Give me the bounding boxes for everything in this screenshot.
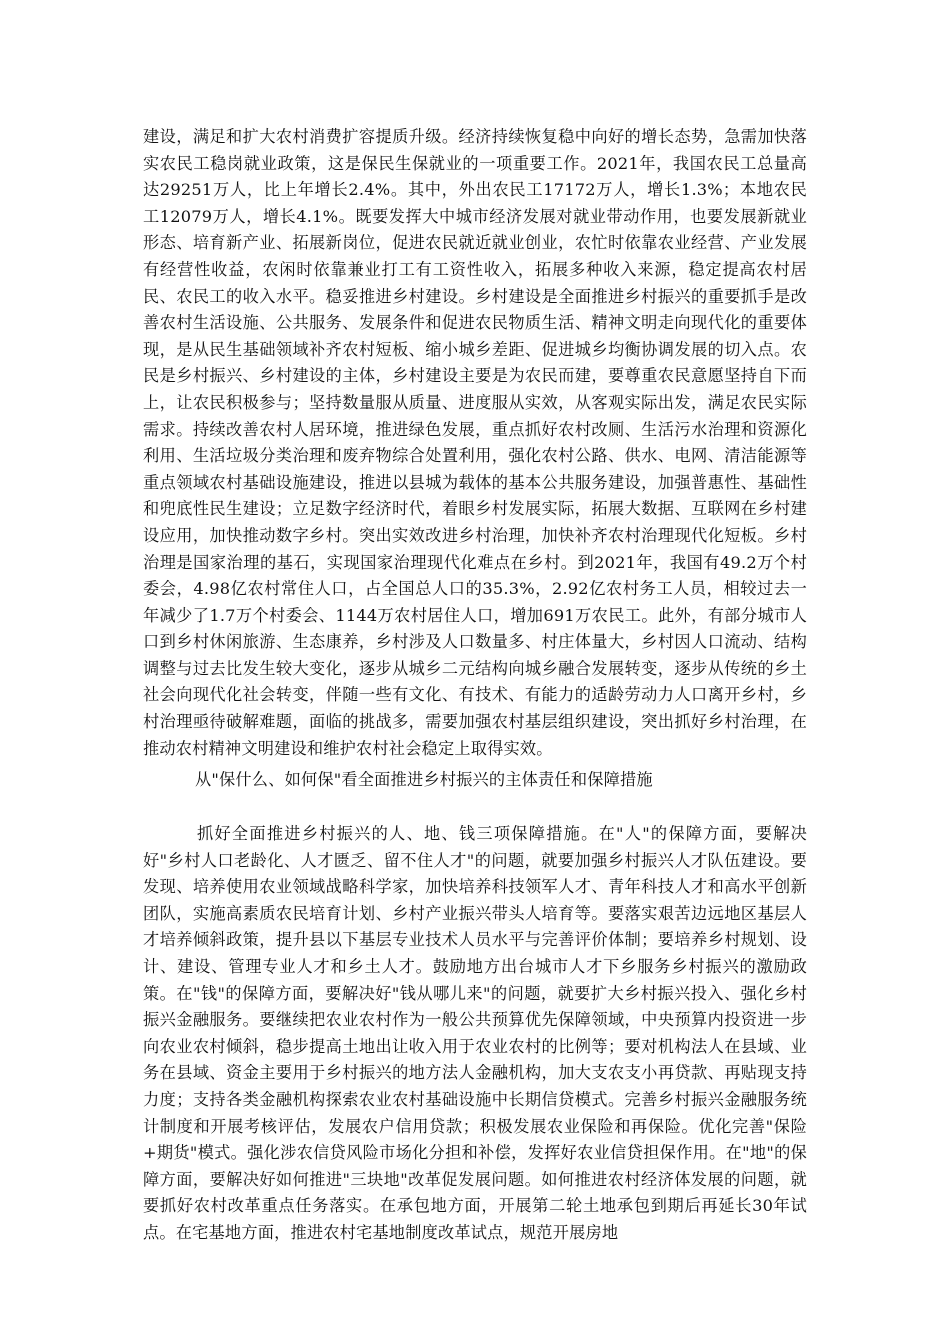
section-heading: 从"保什么、如何保"看全面推进乡村振兴的主体责任和保障措施: [195, 770, 653, 789]
body-paragraph: 抓好全面推进乡村振兴的人、地、钱三项保障措施。在"人"的保障方面，要解决好"乡村人口老龄化、人才匮乏、留不住人才"的问题，就要加强乡村振兴人才队伍建设。要发现、培养使用农业领域战略科学家，加快培养科技领军人才、青年科技人才和高水平创新团队，实施高素质农民培育计划、乡村产业振兴带头人培育等。要落实艰苦边远地区基层人才培养倾斜政策，提升县以下基层专业技术人员水平与完善评价体制；要培养乡村规划、设计、建设、管理专业人才和乡土人才。鼓励地方出台城市人才下乡服务乡村振兴的激励政策。在"钱"的保障方面，要解决好"钱从哪儿来"的问题，就要扩大乡村振兴投入、强化乡村振兴金融服务。要继续把农业农村作为一般公共预算优先保障领域，中央预算内投资进一步向农业农村倾斜，稳步提高土地出让收入用于农业农村的比例等；要对机构法人在县域、业务在县域、资金主要用于乡村振兴的地方法人金融机构，加大支农支小再贷款、再贴现支持力度；支持各类金融机构探索农业农村基础设施中长期信贷模式。完善乡村振兴金融服务统计制度和开展考核评估，发展农户信用贷款；积极发展农业保险和再保险。优化完善"保险+期货"模式。强化涉农信贷风险市场化分担和补偿，发挥好农业信贷担保作用。在"地"的保障方面，要解决好如何推进"三块地"改革促发展问题。如何推进农村经济体发展的问题，就要抓好农村改革重点任务落实。在承包地方面，开展第二轮土地承包到期后再延长30年试点。在宅基地方面，推进农村宅基地制度改革试点，规范开展房地: [143, 824, 807, 1242]
body-paragraph: 建设，满足和扩大农村消费扩容提质升级。经济持续恢复稳中向好的增长态势，急需加快落实农民工稳岗就业政策，这是保民生保就业的一项重要工作。2021年，我国农民工总量高达29251万人，比上年增长2.4%。其中，外出农民工17172万人，增长1.3%；本地农民工12079万人，增长4.1%。既要发挥大中城市经济发展对就业带动作用，也要发展新就业形态、培育新产业、拓展新岗位，促进农民就近就业创业，农忙时依靠农业经营、产业发展有经营性收益，农闲时依靠兼业打工有工资性收入，拓展多种收入来源，稳定提高农村居民、农民工的收入水平。稳妥推进乡村建设。乡村建设是全面推进乡村振兴的重要抓手是改善农村生活设施、公共服务、发展条件和促进农民物质生活、精神文明走向现代化的重要体现，是从民生基础领域补齐农村短板、缩小城乡差距、促进城乡均衡协调发展的切入点。农民是乡村振兴、乡村建设的主体，乡村建设主要是为农民而建，要尊重农民意愿坚持自下而上，让农民积极参与；坚持数量服从质量、进度服从实效，从客观实际出发，满足农民实际需求。持续改善农村人居环境，推进绿色发展，重点抓好农村改厕、生活污水治理和资源化利用、生活垃圾分类治理和废弃物综合处置利用，强化农村公路、供水、电网、清洁能源等重点领域农村基础设施建设，推进以县城为载体的基本公共服务建设，加强普惠性、基础性和兜底性民生建设；立足数字经济时代，着眼乡村发展实际，拓展大数据、互联网在乡村建设应用，加快推动数字乡村。突出实效改进乡村治理，加快补齐农村治理现代化短板。乡村治理是国家治理的基石，实现国家治理现代化难点在乡村。到2021年，我国有49.2万个村委会，4.98亿农村常住人口，占全国总人口的35.3%，2.92亿农村务工人员，相较过去一年减少了1.7万个村委会、1144万农村居住人口，增加691万农民工。此外，有部分城市人口到乡村休闲旅游、生态康养，乡村涉及人口数量多、村庄体量大，乡村因人口流动、结构调整与过去比发生较大变化，逐步从城乡二元结构向城乡融合发展转变，逐步从传统的乡土社会向现代化社会转变，伴随一些有文化、有技术、有能力的适龄劳动力人口离开乡村，乡村治理亟待破解难题，面临的挑战多，需要加强农村基层组织建设，突出抓好乡村治理，在推动农村精神文明建设和维护农村社会稳定上取得实效。: [143, 127, 807, 758]
